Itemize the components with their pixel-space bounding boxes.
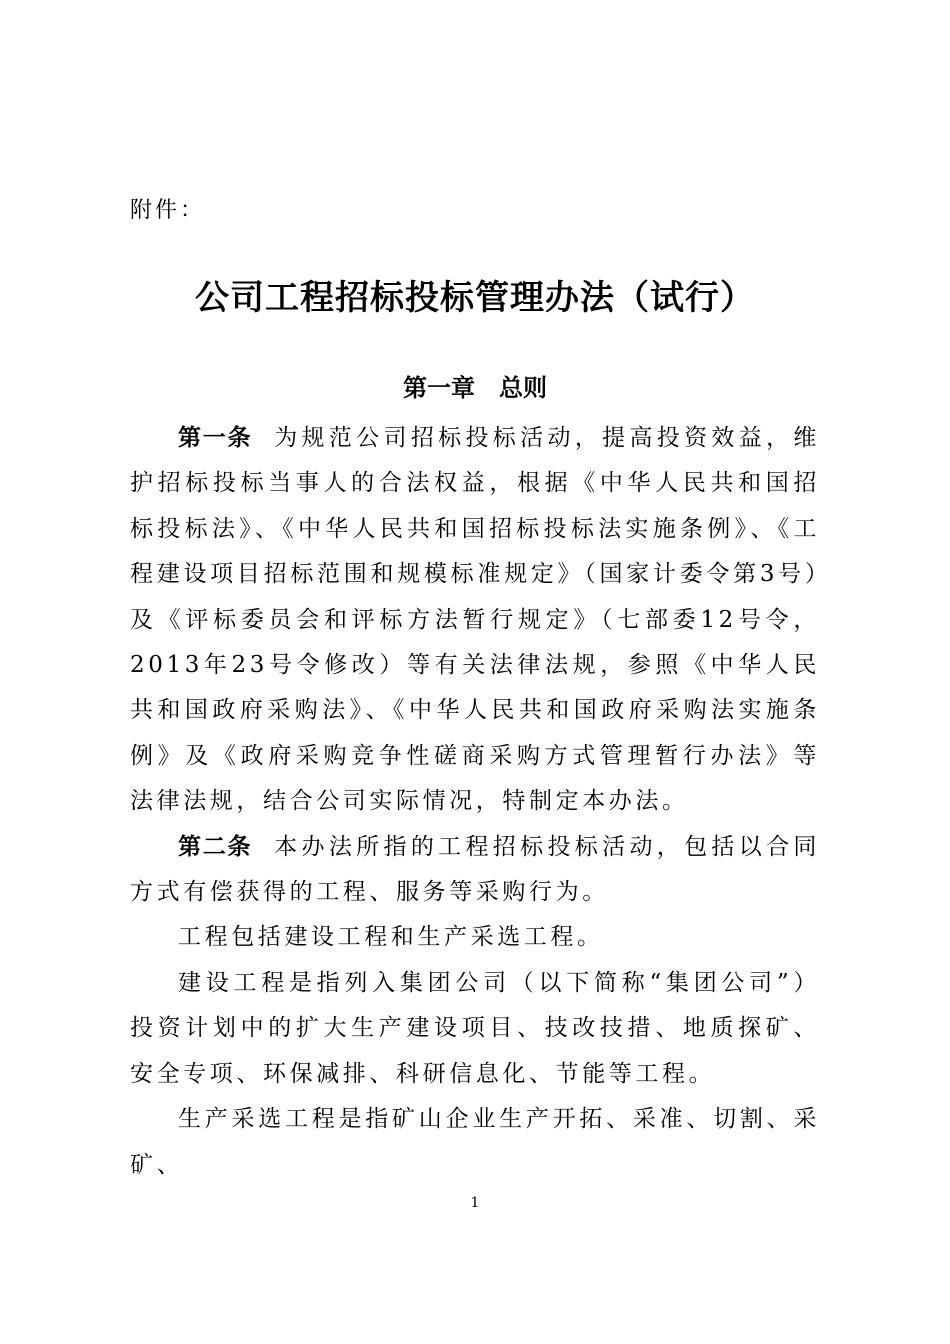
paragraph-engineering-scope bbox=[130, 915, 820, 960]
attachment-label: 附件： bbox=[130, 198, 206, 223]
article-label: 第一条 bbox=[178, 425, 253, 451]
paragraph-text: 本办法所指的工程招标投标活动，包括以合同方式有偿获得的工程、服务等采购行为。 bbox=[130, 833, 821, 906]
document-body bbox=[130, 416, 820, 1188]
article-label: 第二条 bbox=[178, 833, 253, 860]
chapter-number: 第一章 bbox=[403, 374, 475, 402]
document-title: 公司工程招标投标管理办法（试行） bbox=[195, 278, 755, 318]
chapter-name: 总则 bbox=[499, 374, 547, 402]
paragraph-article-2 bbox=[130, 825, 820, 916]
paragraph-production-definition bbox=[130, 1097, 820, 1188]
paragraph-text: 工程包括建设工程和生产采选工程。 bbox=[178, 924, 604, 951]
paragraph-article-1 bbox=[130, 416, 820, 825]
paragraph-text: 生产采选工程是指矿山企业生产开拓、采准、切割、采矿、 bbox=[130, 1106, 820, 1178]
page-number: 1 bbox=[470, 1195, 480, 1211]
paragraph-text: 建设工程是指列入集团公司（以下简称“集团公司”）投资计划中的扩大生产建设项目、技改技措、地质探矿、安全专项、环保减排、科研信息化、节能等工程。 bbox=[130, 969, 820, 1087]
paragraph-construction-definition bbox=[130, 961, 820, 1097]
paragraph-text: 为规范公司招标投标活动，提高投资效益，维护招标投标当事人的合法权益，根据《中华人民共和国招标投标法》、《中华人民共和国招标投标法实施条例》、《工程建设项目招标范围和规模标准规定》（国家计委令第3号）及《评标委员会和评标方法暂行规定》（七部委12号令，2013年23号令修改）等有关法律法规，参照《中华人民共和国政府采购法》、《中华人民共和国政府采购法实施条例》及《政府采购竞争性磋商采购方式管理暂行办法》等法律法规，结合公司实际情况，特制定本办法。 bbox=[130, 425, 821, 815]
chapter-heading bbox=[0, 370, 950, 406]
